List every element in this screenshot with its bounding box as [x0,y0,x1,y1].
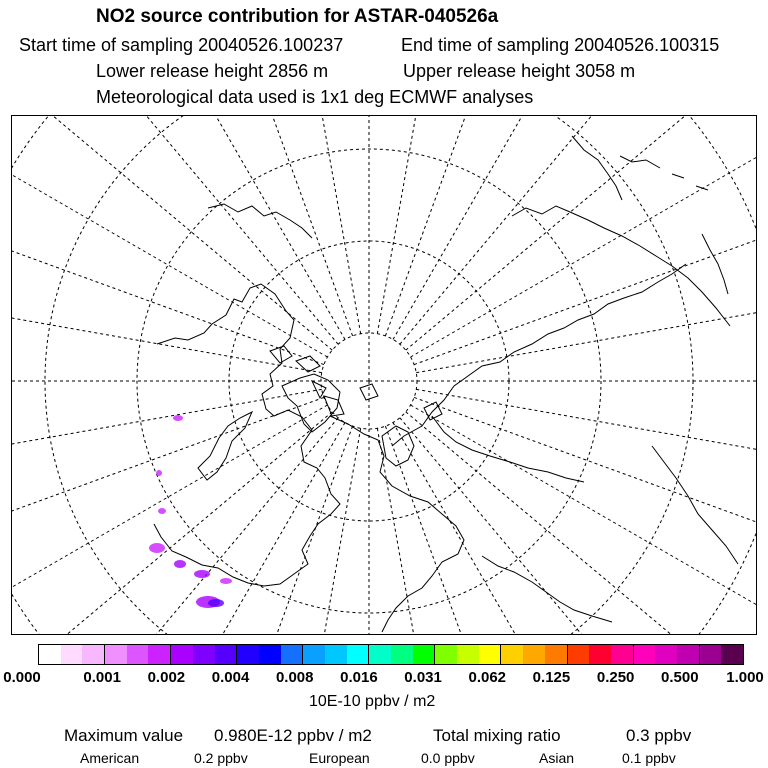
color-bar-segment [39,645,61,664]
meridian-line [12,116,324,365]
meridian-line [195,116,360,334]
meridian-line [12,207,322,372]
color-bar-segment [611,645,634,664]
plume-cell [208,599,224,607]
map-title: NO2 source contribution for ASTAR-040526a [96,6,499,27]
meridian-line [411,405,756,634]
color-bar-segment [193,645,215,664]
color-bar-segment [303,645,325,664]
meridian-line [385,116,711,336]
color-bar-tick-label: 0.500 [661,669,699,686]
coastline-north-america [154,284,340,586]
meridian-line [12,397,324,634]
plume-cell [158,508,166,514]
coastline-europe [330,416,464,632]
color-bar-segment [413,645,436,664]
american-label: American [80,750,140,766]
color-bar-segment [721,645,743,664]
color-bar-units: 10E-10 ppbv / m2 [309,693,436,710]
total-mixing-label: Total mixing ratio [433,726,561,745]
color-bar [38,644,744,665]
color-bar-tick-label: 0.062 [468,669,507,686]
meridian-line [12,423,345,634]
color-bar-segment [105,645,127,664]
european-label: European [309,750,370,766]
color-bar-segment [82,645,105,664]
asian-value: 0.1 ppbv [622,750,676,766]
met-data-label: Meteorological data used is 1x1 deg ECMWF analyses [96,87,534,107]
color-bar-tick-label: 0.125 [532,669,571,686]
color-bar-segment [634,645,656,664]
color-bar-tick-label: 0.002 [147,669,186,686]
meridian-line [414,397,756,634]
color-bar-tick-label: 0.031 [404,669,442,686]
coastline-greenland [282,374,340,432]
color-bar-segment [215,645,238,664]
coastline-siberia-south [432,416,584,482]
meridian-line [27,426,353,634]
coastline-alaska [208,204,312,238]
american-value: 0.2 ppbv [194,750,248,766]
start-time-label: Start time of sampling 20040526.100237 [19,35,344,55]
color-bar-segment [501,645,523,664]
color-bar-segment [457,645,479,664]
meridian-line [416,207,756,372]
color-bar-segment [479,645,502,664]
color-bar-segment [677,645,700,664]
plume-cell [174,560,186,568]
meridian-line [406,412,756,634]
color-bar-tick-label: 0.016 [340,669,378,686]
coastline-japan [702,234,728,294]
lower-release-label: Lower release height 2856 m [96,61,329,81]
color-bar-segment [171,645,193,664]
polar-map [11,115,757,635]
color-bar-segment [127,645,149,664]
latitude-circle [12,116,756,634]
total-mixing-value: 0.3 ppbv [626,726,692,745]
latitude-circle [12,116,756,634]
plume-cell [220,578,232,584]
european-value: 0.0 ppbv [421,750,475,766]
color-bar-segment [568,645,590,664]
plume-cell [194,570,210,578]
coastline-india-arabia [652,446,738,564]
color-bar-segment [281,645,304,664]
meridian-line [411,116,756,357]
color-bar-segment [61,645,83,664]
color-bar-tick-label: 1.000 [726,669,764,686]
meridian-line [12,412,332,634]
coastlines [154,136,738,632]
color-bar-tick-label: 0.001 [83,669,121,686]
coastline-hudson-bay [198,412,252,480]
plume-cell [149,543,165,553]
no2-plume [149,415,232,608]
map-canvas [12,116,756,634]
end-time-label: End time of sampling 20040526.100315 [401,35,720,55]
meridian-line [12,116,332,350]
lat-lon-grid [12,116,756,634]
coastline-aleutians [620,156,708,190]
color-bar-segment [391,645,413,664]
meridian-line [12,405,327,634]
plume-cell [156,470,162,476]
color-bar-segment [589,645,611,664]
coastline-kamchatka [572,136,622,200]
meridian-line [385,426,711,634]
coastline-east-asia [512,206,730,326]
meridian-line [393,423,756,634]
max-value-label: Maximum value [64,726,184,745]
asian-label: Asian [539,750,575,766]
color-bar-tick-label: 0.004 [211,669,250,686]
color-bar-segment [148,645,171,664]
meridian-line [400,418,756,634]
color-bar-segment [700,645,722,664]
coastline-siberia [392,264,686,446]
color-bar-segment [545,645,568,664]
meridian-line [12,116,345,339]
color-bar-segment [435,645,457,664]
plume-cell [173,415,183,421]
meridian-line [416,389,756,554]
color-bar-segment [655,645,677,664]
meridian-line [406,116,756,350]
coastline-mediterranean [482,556,612,622]
color-bar-segment [369,645,391,664]
color-bar-segment [347,645,370,664]
coastline-svalbard [360,384,378,400]
color-bar-segment [237,645,259,664]
color-bar-segment [523,645,545,664]
color-bar-segment [325,645,347,664]
color-bar-tick-label: 0.250 [596,669,635,686]
upper-release-label: Upper release height 3058 m [403,61,636,81]
meridian-line [377,428,542,634]
color-bar-tick-label: 0.008 [275,669,314,686]
meridian-line [12,116,327,357]
max-value: 0.980E-12 ppbv / m2 [214,726,372,745]
meridian-line [27,116,353,336]
color-bar-segment [259,645,281,664]
color-bar-tick-label: 0.000 [3,669,41,686]
meridian-line [377,116,542,334]
